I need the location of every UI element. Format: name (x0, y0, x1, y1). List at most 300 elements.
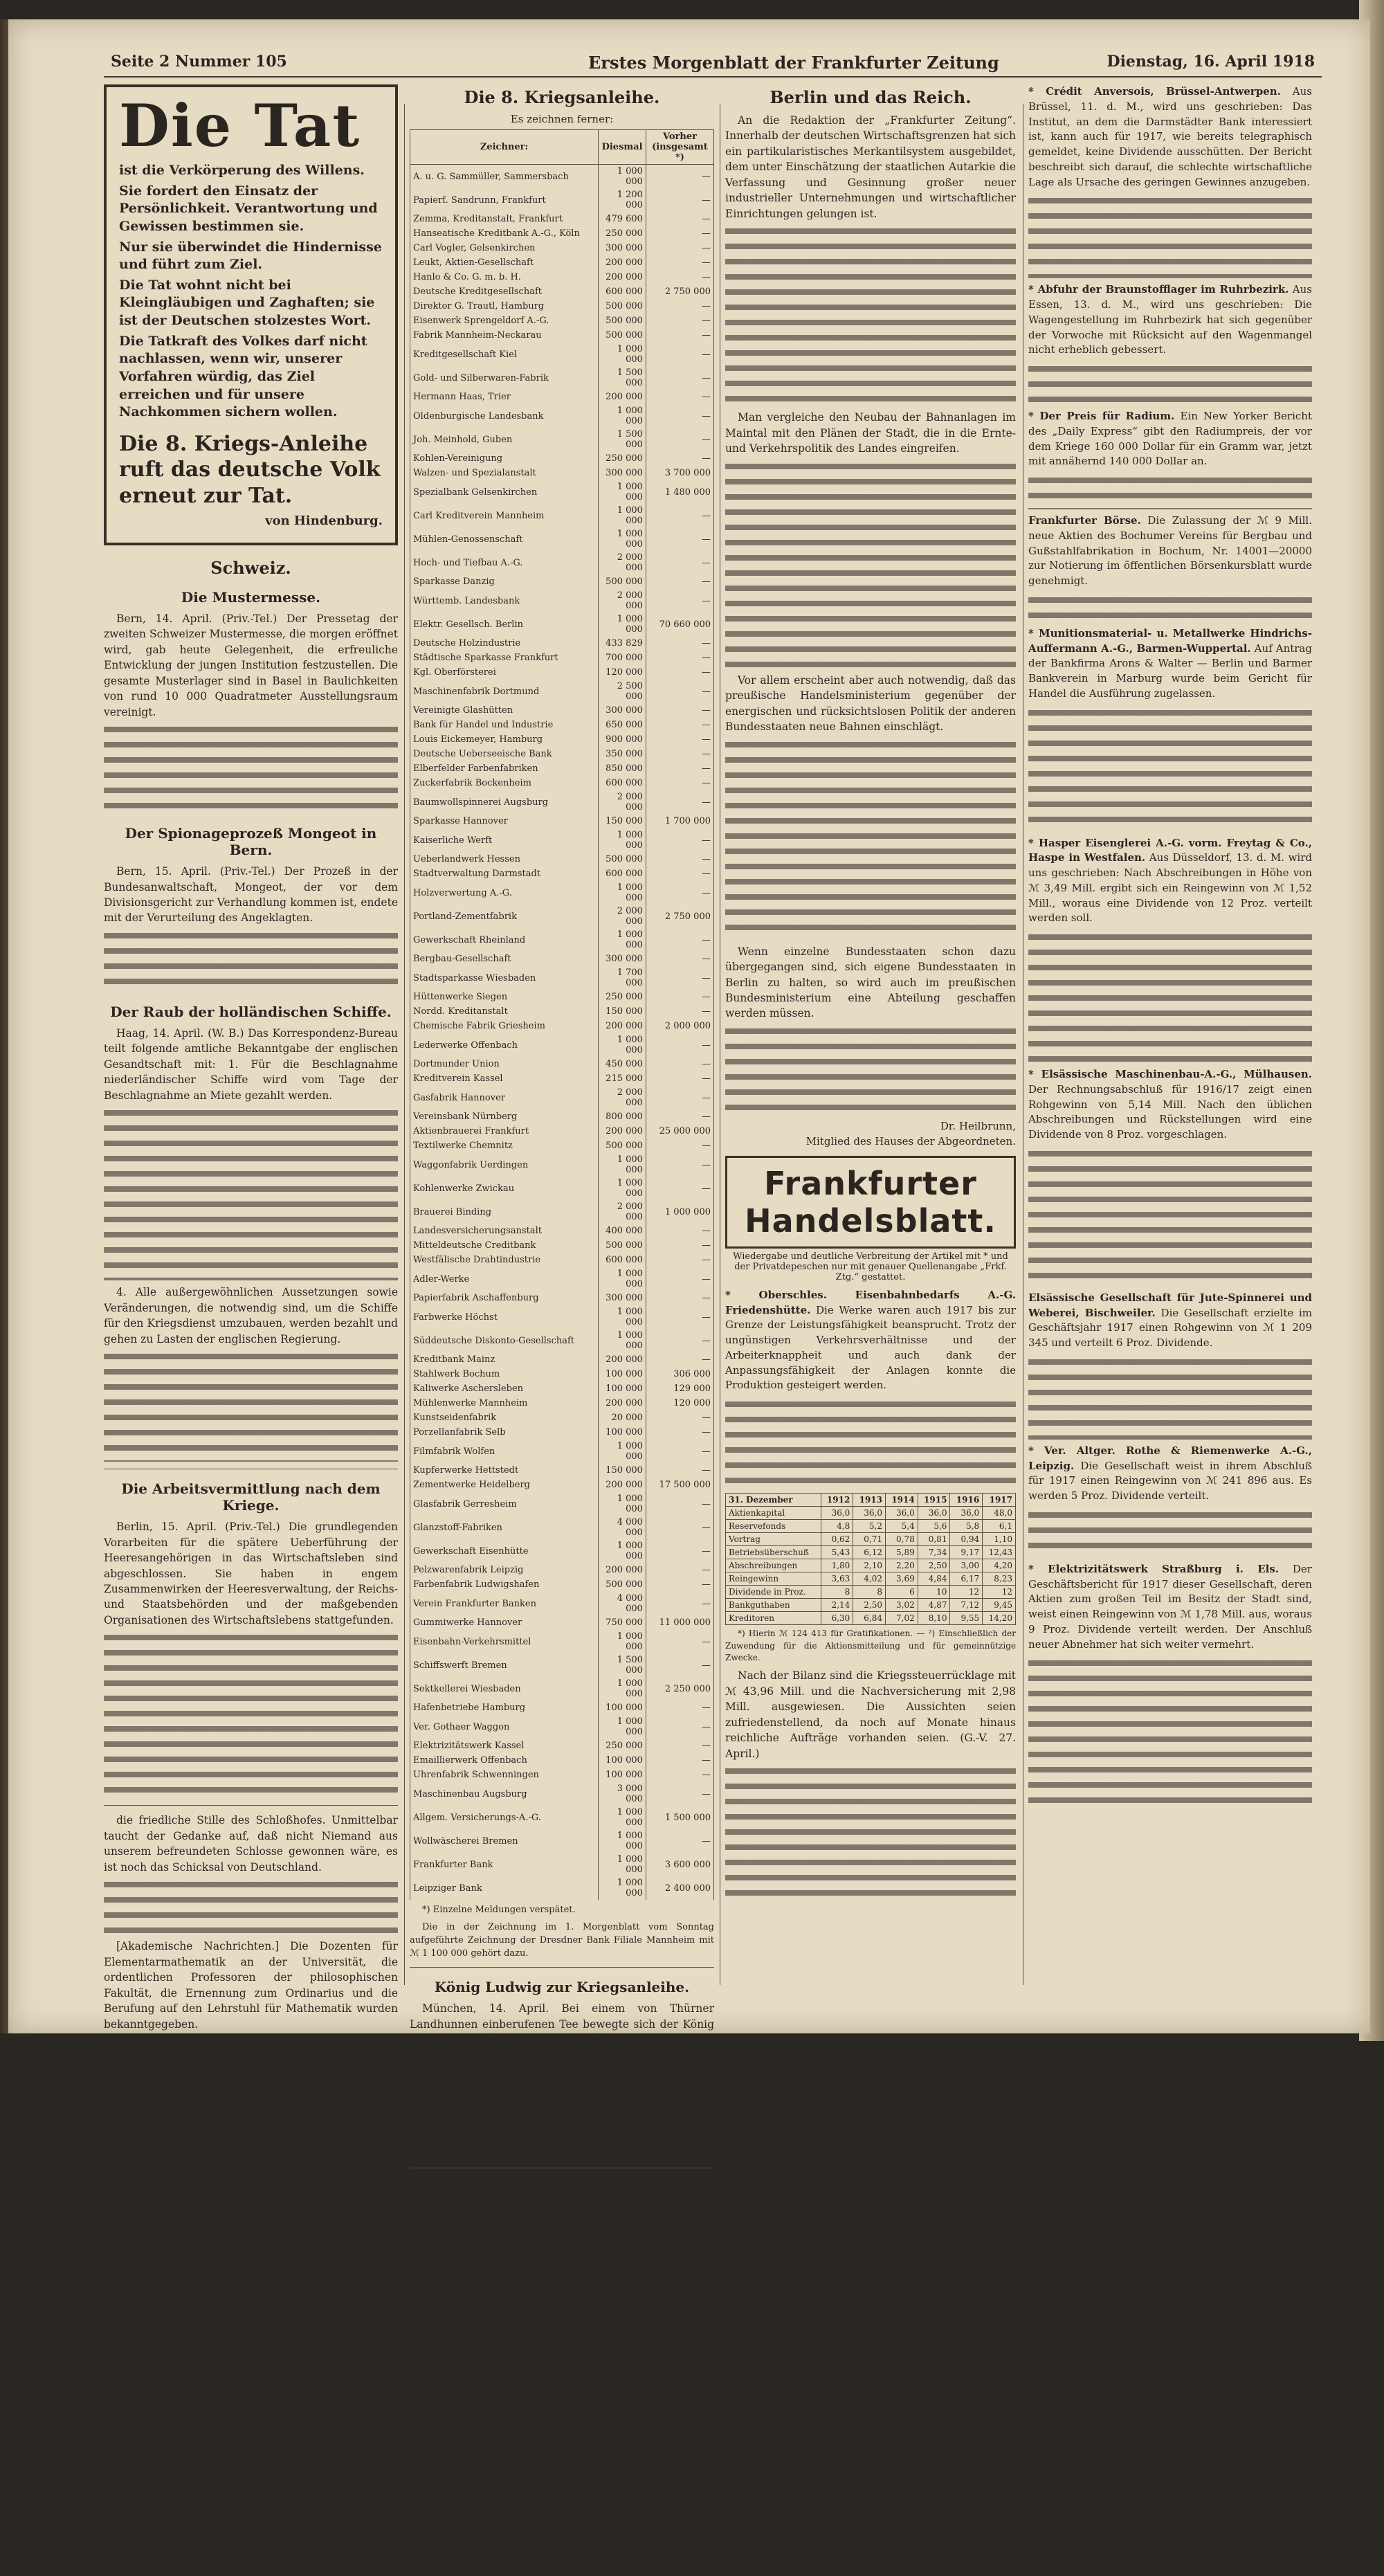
cell-value: 2,10 (853, 1559, 886, 1572)
article-text: Bern, 14. April. (Priv.-Tel.) Der Pressetag der zweiten Schweizer Mustermesse, die morgen eröffnet wird, gab heute Gelegenheit, die erfreuliche Entwicklung der jungen Institution festzustellen. Die gesamte Musterlager sind in Basel in Baulichkeiten von rund 10 000 Quadratmeter Ausstellungsraum vereinigt. (104, 612, 398, 718)
table-row (410, 314, 714, 328)
cell-value: 5,2 (853, 1520, 886, 1533)
subscriber-name: Fabrik Mannheim-Neckarau (410, 328, 599, 343)
item-text: Die Zulassung der ℳ 9 Mill. neue Aktien des Bochumer Vereins für Bergbau und Gußstahlfabrikation in Bochum, Nr. 14001—20000 zur Notierung im öffentlichen Börsenkursblatt wurde genehmigt. (1028, 514, 1312, 587)
table-row (410, 1086, 714, 1109)
table-row (410, 867, 714, 881)
current-amount: 100 000 (599, 1700, 646, 1715)
subscriber-name: Stahlwerk Bochum (410, 1367, 599, 1381)
current-amount: 1 000 000 (599, 1305, 646, 1329)
table-row (410, 226, 714, 241)
current-amount: 100 000 (599, 1425, 646, 1440)
previous-amount: — (646, 1492, 713, 1516)
current-amount: 1 000 000 (599, 1715, 646, 1739)
previous-amount: — (646, 1224, 713, 1238)
text-lines (104, 1879, 398, 1934)
current-amount: 1 000 000 (599, 1329, 646, 1352)
subscriber-name: Gummiwerke Hannover (410, 1615, 599, 1630)
previous-amount: — (646, 366, 713, 390)
item-heading: Elsässische Gesellschaft für Jute-Spinnerei und Weberei, Bischweiler. (1028, 1291, 1312, 1319)
current-amount: 500 000 (599, 1577, 646, 1592)
cell-value: 6,17 (950, 1572, 983, 1586)
row-label: Dividende in Proz. (726, 1586, 821, 1599)
table-row (410, 1715, 714, 1739)
row-label: Abschreibungen (726, 1559, 821, 1572)
previous-amount: — (646, 527, 713, 551)
table-row (726, 1520, 1016, 1533)
row-label: Reservefonds (726, 1520, 821, 1533)
table-row (410, 1615, 714, 1630)
row-label: Reingewinn (726, 1572, 821, 1586)
subscriber-name: Pelzwarenfabrik Leipzig (410, 1563, 599, 1577)
table-row (410, 1463, 714, 1478)
table-row (726, 1507, 1016, 1520)
column-header: 1913 (853, 1494, 886, 1507)
current-amount: 2 000 000 (599, 551, 646, 574)
row-label: Betriebsüberschuß (726, 1546, 821, 1559)
item-text: Der Geschäftsbericht für 1917 dieser Gesellschaft, deren Aktien zum großen Teil im Besitz der Stadt sind, weist einen Reingewinn von ℳ 1,78 Mill. aus, woraus 9 Proz. Dividende verteilt werden. Der Anschluß neuer Abnehmer hat sich weiter vermehrt. (1028, 1562, 1312, 1651)
business-item (1028, 1067, 1312, 1143)
previous-amount: — (646, 504, 713, 527)
table-row (410, 1153, 714, 1177)
previous-amount: — (646, 212, 713, 226)
previous-amount: — (646, 776, 713, 790)
previous-amount: — (646, 852, 713, 867)
ad-call: Die 8. Kriegs-Anleihe ruft das deutsche Volk erneut zur Tat. (119, 431, 381, 508)
previous-amount: — (646, 1071, 713, 1086)
current-amount: 300 000 (599, 241, 646, 255)
previous-amount: — (646, 226, 713, 241)
current-amount: 500 000 (599, 1139, 646, 1153)
text-lines (1028, 1658, 1312, 1810)
ad-line: Die Tatkraft des Volkes darf nicht nachlassen, wenn wir, unserer Vorfahren würdig, das Ziel erreichen und für unsere Nachkommen sichern wollen. (119, 333, 367, 420)
text-lines (104, 930, 398, 992)
subscriber-name: Westfälische Drahtindustrie (410, 1253, 599, 1267)
subscriber-name: Joh. Meinhold, Guben (410, 428, 599, 451)
table-row (410, 480, 714, 504)
current-amount: 250 000 (599, 451, 646, 466)
subscriber-name: Hafenbetriebe Hamburg (410, 1700, 599, 1715)
table-row (410, 1592, 714, 1615)
table-row (410, 1124, 714, 1139)
subscriber-name: Deutsche Ueberseeische Bank (410, 747, 599, 761)
table-row (410, 1381, 714, 1396)
subscriber-name: Kreditbank Mainz (410, 1352, 599, 1367)
current-amount: 2 000 000 (599, 589, 646, 613)
current-amount: 1 500 000 (599, 366, 646, 390)
previous-amount: — (646, 1700, 713, 1715)
current-amount: 3 000 000 (599, 1782, 646, 1806)
current-amount: 1 000 000 (599, 1492, 646, 1516)
previous-amount: — (646, 451, 713, 466)
current-amount: 2 500 000 (599, 680, 646, 703)
item-heading: * Crédit Anversois, Brüssel-Antwerpen. (1028, 85, 1281, 98)
handelsblatt-notice: Wiedergabe und deutliche Verbreitung der Artikel mit * und der Privatdepeschen nur mit genauer Quellenangabe „Frkf. Ztg.“ gestattet. (733, 1251, 1008, 1282)
text-lines (725, 1026, 1016, 1116)
current-amount: 150 000 (599, 814, 646, 828)
cell-value: 14,20 (983, 1612, 1016, 1625)
subscriber-name: Vereinigte Glashütten (410, 703, 599, 718)
table-row (410, 428, 714, 451)
table-row (410, 718, 714, 732)
table-row (726, 1612, 1016, 1625)
current-amount: 500 000 (599, 328, 646, 343)
cell-value: 6,1 (983, 1520, 1016, 1533)
previous-amount: — (646, 1033, 713, 1057)
table-row (410, 504, 714, 527)
table-row (410, 952, 714, 966)
subscriber-name: Hermann Haas, Trier (410, 390, 599, 404)
item-text: Die Gesellschaft erzielte im Geschäftsjahr 1917 einen Rohgewinn von ℳ 1 209 345 und verteilt 6 Proz. Dividende. (1028, 1306, 1312, 1349)
current-amount: 450 000 (599, 1057, 646, 1071)
subscriber-name: Chemische Fabrik Griesheim (410, 1019, 599, 1033)
article-text: Die Zahl der und behufs Zeichnung erworbenen Firmen, die durch Vergünstigungen ihre Angestellten zur Zeichnung der 8. Kriegsanleihe anspornen, nimmt immer zu. Die Kriegsanleihe wird in Frankfurt a. M. Angestellten von Firmen, die sich hieran beteiligen, Vorschüsse zu günstigen Bedingungen gewährt. (410, 2203, 714, 2294)
current-amount: 200 000 (599, 1019, 646, 1033)
cell-value: 2,20 (886, 1559, 918, 1572)
sub-heading: König Ludwig zur Kriegsanleihe. (434, 1979, 690, 1996)
subscriber-name: Portland-Zementfabrik (410, 905, 599, 928)
table-row (410, 1440, 714, 1463)
previous-amount: 2 250 000 (646, 1677, 713, 1700)
column-header: 1917 (983, 1494, 1016, 1507)
current-amount: 250 000 (599, 226, 646, 241)
previous-amount: — (646, 1153, 713, 1177)
table-row (410, 1253, 714, 1267)
subscriber-name: Kohlen-Vereinigung (410, 451, 599, 466)
column-header: Vorher (insgesamt *) (646, 130, 713, 165)
subscriber-name: Farbenfabrik Ludwigshafen (410, 1577, 599, 1592)
cell-value: 8,10 (918, 1612, 950, 1625)
current-amount: 500 000 (599, 299, 646, 314)
previous-amount: — (646, 928, 713, 952)
table-row (410, 1425, 714, 1440)
cell-value: 8 (821, 1586, 853, 1599)
table-row (410, 1004, 714, 1019)
subscriber-name: Maschinenfabrik Dortmund (410, 680, 599, 703)
previous-amount: — (646, 867, 713, 881)
current-amount: 2 000 000 (599, 1200, 646, 1224)
current-amount: 120 000 (599, 665, 646, 680)
current-amount: 1 000 000 (599, 527, 646, 551)
cell-value: 6,12 (853, 1546, 886, 1559)
subscriber-name: Porzellanfabrik Selb (410, 1425, 599, 1440)
subscriber-name: Hanseatische Kreditbank A.-G., Köln (410, 226, 599, 241)
footnote: *) Einzelne Meldungen verspätet. (422, 1905, 576, 1915)
previous-amount: — (646, 790, 713, 814)
cell-value: 3,69 (886, 1572, 918, 1586)
previous-amount: 70 660 000 (646, 613, 713, 636)
previous-amount: — (646, 404, 713, 428)
handelsblatt-title: Frankfurter Handelsblatt. (725, 1156, 1016, 1249)
previous-amount: 1 500 000 (646, 1806, 713, 1829)
current-amount: 1 000 000 (599, 1630, 646, 1653)
table-row (410, 390, 714, 404)
item-heading: * Elektrizitätswerk Straßburg i. Els. (1028, 1562, 1280, 1575)
text-lines (725, 461, 1016, 669)
cell-value: 3,63 (821, 1572, 853, 1586)
previous-amount: — (646, 328, 713, 343)
subscriber-name: Hanlo & Co. G. m. b. H. (410, 270, 599, 284)
current-amount: 1 000 000 (599, 1177, 646, 1200)
table-row (410, 328, 714, 343)
previous-amount: — (646, 1329, 713, 1352)
subscriber-name: Württemb. Landesbank (410, 589, 599, 613)
cell-value: 0,62 (821, 1533, 853, 1546)
current-amount: 600 000 (599, 284, 646, 299)
table-row (410, 814, 714, 828)
subscriber-name: Kaliwerke Aschersleben (410, 1381, 599, 1396)
previous-amount: — (646, 1516, 713, 1539)
article-text: Bern, 15. April. (Priv.-Tel.) Der Prozeß in der Bundesanwaltschaft, Mongeot, der vor dem Divisionsgericht zur Verhandlung kommen ist, endete mit der Verurteilung des Angeklagten. (104, 865, 398, 925)
text-lines (410, 2299, 714, 2576)
current-amount: 20 000 (599, 1411, 646, 1425)
previous-amount: 306 000 (646, 1367, 713, 1381)
column-header: 1912 (821, 1494, 853, 1507)
previous-amount: — (646, 966, 713, 990)
text-lines (410, 2098, 714, 2161)
current-amount: 1 000 000 (599, 1806, 646, 1829)
table-row (410, 1739, 714, 1753)
table-row (410, 551, 714, 574)
current-amount: 500 000 (599, 574, 646, 589)
article-text: die friedliche Stille des Schloßhofes. Unmittelbar taucht der Gedanke auf, daß nicht Niemand aus unserem befreundeten Schlosse gewonnen wäre, es ist noch das Schicksal von Deutschland. (104, 1814, 398, 1874)
current-amount: 300 000 (599, 703, 646, 718)
column-header: 1914 (886, 1494, 918, 1507)
column-1 (104, 84, 398, 2031)
previous-amount: — (646, 574, 713, 589)
item-heading: Frankfurter Börse. (1028, 514, 1141, 527)
table-row (410, 1267, 714, 1291)
subscriber-name: Hüttenwerke Siegen (410, 990, 599, 1004)
table-row (410, 284, 714, 299)
cell-value: 3,02 (886, 1599, 918, 1612)
current-amount: 1 000 000 (599, 1876, 646, 1900)
newspaper-page (8, 19, 1370, 2294)
subscriber-name: Eisenbahn-Verkehrsmittel (410, 1630, 599, 1653)
table-row (410, 1753, 714, 1768)
ad-line: Die Tat wohnt nicht bei Kleingläubigen und Zaghaften; sie ist der Deutschen stolzestes Wort. (119, 277, 375, 329)
subscriber-name: Städtische Sparkasse Frankfurt (410, 651, 599, 665)
current-amount: 1 000 000 (599, 881, 646, 905)
cell-value: 36,0 (853, 1507, 886, 1520)
hindenburg-advertisement (104, 84, 398, 545)
table-row (410, 761, 714, 776)
current-amount: 100 000 (599, 1381, 646, 1396)
cell-value: 4,8 (821, 1520, 853, 1533)
subscriber-name: Glasfabrik Gerresheim (410, 1492, 599, 1516)
table-row (410, 790, 714, 814)
article-text: An die Redaktion der „Frankfurter Zeitung“. Innerhalb der deutschen Wirtschaftsgrenzen hat sich ein partikularistisches Merkantilsystem ausgebildet, dem unter Einschätzung der staatlichen Autarkie die Verfassung und Gesinnung großer neuer industrieller Unternehmungen und wirtschaftlicher Einrichtungen gelungen ist. (725, 114, 1016, 220)
subscriber-name: Zemma, Kreditanstalt, Frankfurt (410, 212, 599, 226)
current-amount: 650 000 (599, 718, 646, 732)
business-item (725, 1288, 1016, 1393)
table-row (410, 188, 714, 212)
cell-value: 12 (983, 1586, 1016, 1599)
current-amount: 500 000 (599, 852, 646, 867)
article-text: Berlin, 15. April. (Priv.-Tel.) Die grundlegenden Vorarbeiten für die spätere Ueberführung der Heeresangehörigen in das Wirtschaftsleben sind abgeschlossen. Sie haben in engem Zusammenwirken der Heeresverwaltung, der Reichs- und Staatsbehörden und der maßgebenden Organisationen des Wirtschaftslebens stattgefunden. (104, 1521, 398, 1626)
previous-amount: — (646, 1653, 713, 1677)
table-row (410, 732, 714, 747)
previous-amount: — (646, 299, 713, 314)
subscriber-name: Hoch- und Tiefbau A.-G. (410, 551, 599, 574)
current-amount: 479 600 (599, 212, 646, 226)
ad-line: Nur sie überwindet die Hindernisse und führt zum Ziel. (119, 239, 382, 273)
previous-amount: — (646, 1630, 713, 1653)
previous-amount: — (646, 1577, 713, 1592)
previous-amount: — (646, 952, 713, 966)
previous-amount: — (646, 551, 713, 574)
previous-amount: 129 000 (646, 1381, 713, 1396)
table-row (410, 636, 714, 651)
text-lines (725, 739, 1016, 940)
previous-amount: 2 750 000 (646, 284, 713, 299)
table-row (410, 165, 714, 189)
subscriber-name: Louis Eickemeyer, Hamburg (410, 732, 599, 747)
previous-amount: — (646, 165, 713, 189)
previous-amount: — (646, 703, 713, 718)
text-lines (1028, 595, 1312, 622)
previous-amount: — (646, 1425, 713, 1440)
table-row (410, 366, 714, 390)
masthead (104, 48, 1322, 78)
article-text: Man vergleiche den Neubau der Bahnanlagen im Maintal mit den Plänen der Stadt, die in die Ernte- und Verkehrspolitik des Landes eingreifen. (725, 411, 1016, 455)
previous-amount: 2 400 000 (646, 1876, 713, 1900)
table-row (410, 1539, 714, 1563)
subscriber-name: Kreditgesellschaft Kiel (410, 343, 599, 366)
previous-amount: — (646, 1291, 713, 1305)
subscriber-name: Nordd. Kreditanstalt (410, 1004, 599, 1019)
current-amount: 1 000 000 (599, 404, 646, 428)
previous-amount: — (646, 1768, 713, 1782)
previous-amount: — (646, 718, 713, 732)
table-row (410, 1411, 714, 1425)
current-amount: 1 000 000 (599, 1853, 646, 1876)
current-amount: 1 000 000 (599, 928, 646, 952)
subscriber-name: Schiffswerft Bremen (410, 1653, 599, 1677)
text-lines (1028, 1148, 1312, 1287)
cell-value: 8,23 (983, 1572, 1016, 1586)
current-amount: 1 000 000 (599, 1677, 646, 1700)
table-row (410, 1177, 714, 1200)
previous-amount: 1 480 000 (646, 480, 713, 504)
row-label: Kreditoren (726, 1612, 821, 1625)
previous-amount: — (646, 1411, 713, 1425)
subscriber-name: Kohlenwerke Zwickau (410, 1177, 599, 1200)
table-row (410, 255, 714, 270)
table-row (410, 1630, 714, 1653)
subscriber-name: Süddeutsche Diskonto-Gesellschaft (410, 1329, 599, 1352)
previous-amount: — (646, 651, 713, 665)
cell-value: 5,6 (918, 1520, 950, 1533)
table-row (410, 613, 714, 636)
previous-amount: — (646, 1238, 713, 1253)
cell-value: 7,02 (886, 1612, 918, 1625)
current-amount: 250 000 (599, 990, 646, 1004)
current-amount: 100 000 (599, 1367, 646, 1381)
table-row (726, 1559, 1016, 1572)
item-text: Auf Antrag der Bankfirma Arons & Walter — Berlin und Barmer Bankverein in Marburg wurde beim Gericht für Handel die Ausführung zugelassen. (1028, 642, 1312, 700)
table-row (410, 589, 714, 613)
cell-value: 7,12 (950, 1599, 983, 1612)
cell-value: 9,17 (950, 1546, 983, 1559)
subscriber-name: Brauerei Binding (410, 1200, 599, 1224)
ad-line: ist die Verkörperung des Willens. (119, 163, 365, 178)
column-header: 31. Dezember (726, 1494, 821, 1507)
ad-signature: von Hindenburg. (265, 514, 383, 529)
current-amount: 200 000 (599, 270, 646, 284)
business-item (1028, 1562, 1312, 1653)
subscriber-name: Spezialbank Gelsenkirchen (410, 480, 599, 504)
cell-value: 36,0 (950, 1507, 983, 1520)
table-row (410, 665, 714, 680)
subscriber-name: Zuckerfabrik Bockenheim (410, 776, 599, 790)
table-row (410, 1516, 714, 1539)
previous-amount: — (646, 1463, 713, 1478)
cell-value: 9,55 (950, 1612, 983, 1625)
cell-value: 36,0 (821, 1507, 853, 1520)
subscriber-name: Kreditverein Kassel (410, 1071, 599, 1086)
item-text: Aus Essen, 13. d. M., wird uns geschrieben: Die Wagengestellung im Ruhrbezirk hat sich gegenüber der Vorwoche mit Rücksicht auf den Wagenmangel nicht erheblich gebessert. (1028, 283, 1312, 356)
previous-amount: — (646, 1253, 713, 1267)
subscriber-name: Emaillierwerk Offenbach (410, 1753, 599, 1768)
cell-value: 5,43 (821, 1546, 853, 1559)
subscriber-name: A. u. G. Sammüller, Sammersbach (410, 165, 599, 189)
current-amount: 4 000 000 (599, 1516, 646, 1539)
cell-value: 10 (918, 1586, 950, 1599)
subscriber-name: Frankfurter Bank (410, 1853, 599, 1876)
subscriber-name: Maschinenbau Augsburg (410, 1782, 599, 1806)
subscriber-name: Gewerkschaft Rheinland (410, 928, 599, 952)
subscriber-name: Farbwerke Höchst (410, 1305, 599, 1329)
subscriber-name: Carl Vogler, Gelsenkirchen (410, 241, 599, 255)
previous-amount: — (646, 665, 713, 680)
current-amount: 2 000 000 (599, 1086, 646, 1109)
subscriber-name: Bank für Handel und Industrie (410, 718, 599, 732)
table-row (410, 1057, 714, 1071)
text-lines (104, 1632, 398, 1798)
current-amount: 250 000 (599, 1739, 646, 1753)
business-item (1028, 514, 1312, 589)
cell-value: 5,89 (886, 1546, 918, 1559)
previous-amount: — (646, 314, 713, 328)
cell-value: 36,0 (918, 1507, 950, 1520)
cell-value: 4,02 (853, 1572, 886, 1586)
previous-amount: — (646, 1267, 713, 1291)
subscriber-name: Sparkasse Hannover (410, 814, 599, 828)
text-lines (104, 1107, 398, 1280)
cell-value: 4,20 (983, 1559, 1016, 1572)
section-heading: Berlin und das Reich. (770, 87, 972, 107)
business-item (1028, 84, 1312, 190)
subscriber-name: Holzverwertung A.-G. (410, 881, 599, 905)
current-amount: 433 829 (599, 636, 646, 651)
subscriber-name: Lederwerke Offenbach (410, 1033, 599, 1057)
previous-amount: — (646, 1829, 713, 1853)
cell-value: 2,14 (821, 1599, 853, 1612)
previous-amount: — (646, 732, 713, 747)
table-row (410, 828, 714, 852)
section-heading: Schweiz. (210, 557, 291, 578)
cell-value: 3,00 (950, 1559, 983, 1572)
table-row (410, 966, 714, 990)
text-lines (104, 2036, 398, 2521)
business-item (1028, 1291, 1312, 1351)
previous-amount: 1 000 000 (646, 1200, 713, 1224)
text-lines (1028, 707, 1312, 832)
cell-value: 12 (950, 1586, 983, 1599)
table-note: *) Hierin ℳ 124 413 für Gratifikationen. — ²) Einschließlich der Zuwendung für die Aktionsmitteilung und für gemeinnützige Zwecke. (725, 1629, 1016, 1662)
table-row (726, 1572, 1016, 1586)
